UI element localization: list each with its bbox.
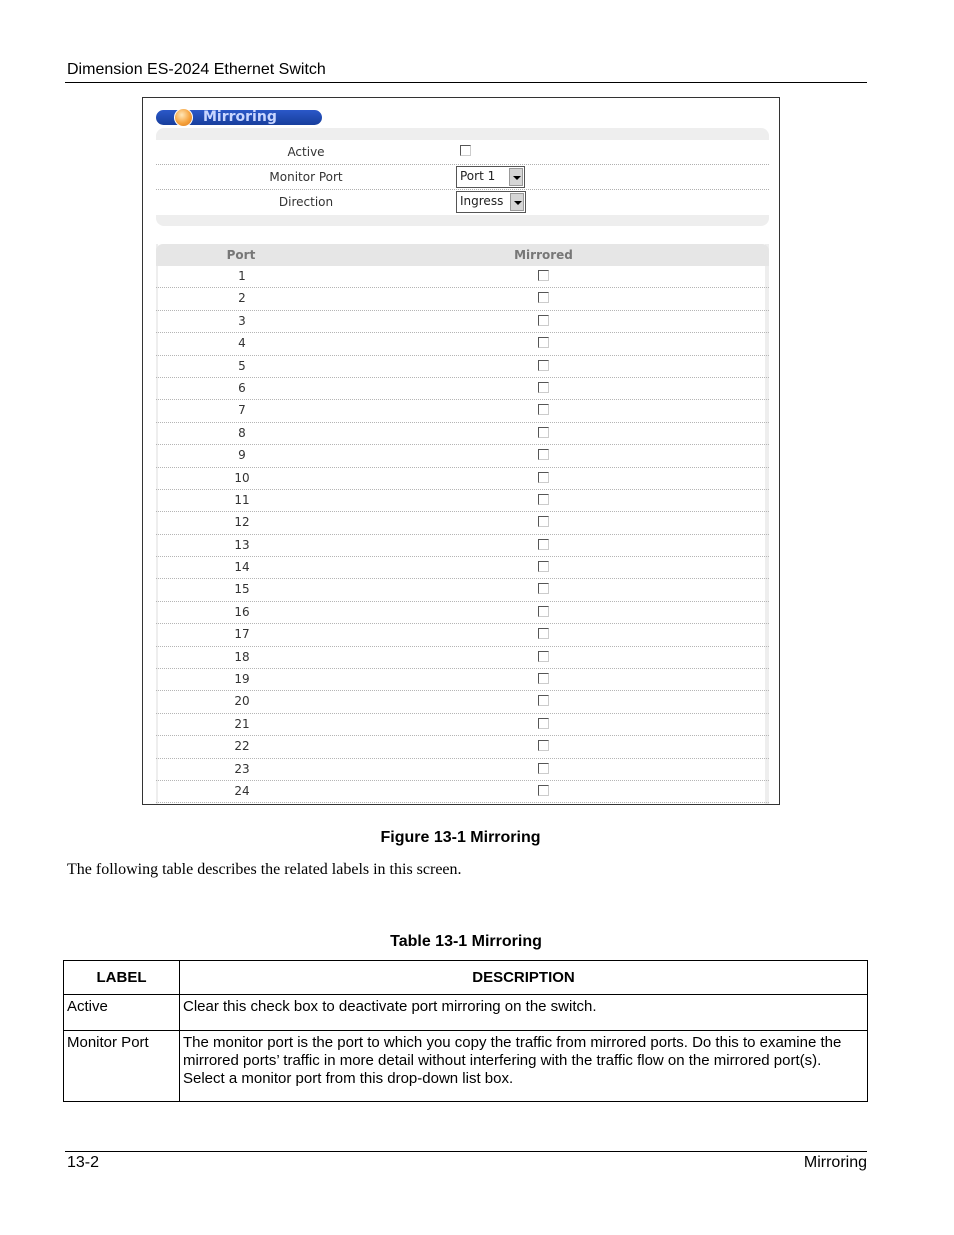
chevron-down-icon[interactable]: [510, 193, 524, 211]
port-number: 10: [234, 470, 250, 485]
mirrored-checkbox[interactable]: [538, 628, 549, 639]
port-number: 13: [234, 537, 250, 552]
figure-caption: Figure 13-1 Mirroring: [380, 829, 541, 846]
mirrored-checkbox[interactable]: [538, 494, 549, 505]
table-row: [156, 288, 769, 310]
table-row: [156, 512, 769, 534]
active-label: Active: [287, 145, 325, 159]
table-row: [156, 378, 769, 400]
screen-title-bar: [156, 110, 322, 125]
table-row: [156, 490, 769, 512]
row-description: Clear this check box to deactivate port mirroring on the switch.: [180, 995, 868, 1031]
direction-row: [156, 190, 769, 215]
chevron-down-icon[interactable]: [509, 168, 523, 186]
port-number: 20: [234, 694, 250, 709]
port-number: 19: [234, 672, 250, 687]
mirrored-checkbox[interactable]: [538, 270, 549, 281]
mirrored-checkbox[interactable]: [538, 449, 549, 460]
body-paragraph: The following table describes the related labels in this screen.: [67, 861, 462, 878]
row-label: Active: [64, 995, 180, 1031]
mirrored-checkbox[interactable]: [538, 785, 549, 796]
port-number: 15: [234, 582, 250, 597]
direction-label: Direction: [278, 195, 334, 209]
port-number: 17: [234, 627, 250, 642]
direction-select[interactable]: [456, 191, 526, 213]
settings-panel: [156, 128, 769, 226]
orange-bullet-icon: [174, 108, 193, 127]
row-description: The monitor port is the port to which you copy the traffic from mirrored ports. Do this to examine the mirrored ports’ traffic in more detail without interfering with the traffic flow on the mirrored port(s). Select a monitor port from this drop-down list box.: [180, 1031, 868, 1102]
port-number: 4: [238, 336, 246, 351]
port-number: 16: [234, 604, 250, 619]
table-row: [156, 759, 769, 781]
direction-value: Ingress: [460, 194, 504, 208]
header-label: LABEL: [64, 961, 180, 995]
table-row: [156, 691, 769, 713]
table-row: [156, 647, 769, 669]
port-number: 8: [238, 425, 246, 440]
table-row: [156, 311, 769, 333]
mirrored-checkbox[interactable]: [538, 292, 549, 303]
port-number: 1: [238, 269, 246, 283]
table-row: [156, 624, 769, 646]
port-number: 6: [238, 380, 246, 395]
mirrored-checkbox[interactable]: [538, 583, 549, 594]
port-number: 12: [234, 515, 250, 530]
port-number: 5: [238, 358, 246, 373]
port-number: 9: [238, 448, 246, 463]
port-number: 3: [238, 313, 246, 328]
monitor-port-select[interactable]: [456, 166, 525, 188]
footer-divider: [65, 1151, 867, 1152]
mirrored-checkbox[interactable]: [538, 404, 549, 415]
mirrored-checkbox[interactable]: [538, 315, 549, 326]
mirrored-checkbox[interactable]: [538, 695, 549, 706]
table-row: [156, 468, 769, 490]
table-caption: Table 13-1 Mirroring: [390, 933, 542, 950]
port-number: 11: [234, 492, 250, 507]
col-header-mirrored: Mirrored: [514, 248, 573, 262]
table-row: [156, 557, 769, 579]
table-row: [156, 423, 769, 445]
port-rows: [156, 266, 769, 803]
port-number: 7: [238, 403, 246, 418]
table-row: [156, 781, 769, 803]
mirrored-checkbox[interactable]: [538, 651, 549, 662]
header-description: DESCRIPTION: [180, 961, 868, 995]
table-row: [156, 669, 769, 691]
monitor-port-value: Port 1: [460, 169, 496, 183]
screen-title: Mirroring: [203, 109, 277, 125]
table-row: [156, 535, 769, 557]
port-number: 24: [234, 783, 250, 798]
mirrored-checkbox[interactable]: [538, 763, 549, 774]
table-row: [156, 736, 769, 758]
monitor-port-label: Monitor Port: [269, 170, 343, 184]
page-number: 13-2: [67, 1154, 100, 1171]
port-number: 18: [234, 649, 250, 664]
mirrored-checkbox[interactable]: [538, 382, 549, 393]
port-number: 2: [238, 291, 246, 306]
table-row: [156, 602, 769, 624]
table-row: [156, 714, 769, 736]
active-row: [156, 140, 769, 165]
mirrored-checkbox[interactable]: [538, 718, 549, 729]
mirroring-screenshot: [142, 97, 780, 805]
mirrored-checkbox[interactable]: [538, 539, 549, 550]
mirrored-checkbox[interactable]: [538, 337, 549, 348]
monitor-port-row: [156, 165, 769, 190]
mirrored-checkbox[interactable]: [538, 516, 549, 527]
mirrored-checkbox[interactable]: [538, 427, 549, 438]
description-table-header: [64, 961, 868, 995]
mirrored-checkbox[interactable]: [538, 561, 549, 572]
port-number: 14: [234, 560, 250, 575]
table-row: [156, 266, 769, 288]
port-number: 22: [234, 739, 250, 754]
mirrored-checkbox[interactable]: [538, 740, 549, 751]
table-row: [156, 445, 769, 467]
active-checkbox[interactable]: [460, 145, 471, 156]
ports-table-header: [156, 244, 769, 266]
row-label: Monitor Port: [64, 1031, 180, 1102]
mirrored-checkbox[interactable]: [538, 360, 549, 371]
mirrored-checkbox[interactable]: [538, 606, 549, 617]
mirrored-checkbox[interactable]: [538, 673, 549, 684]
table-row: [156, 356, 769, 378]
mirrored-checkbox[interactable]: [538, 472, 549, 483]
header-divider: [65, 82, 867, 83]
ports-table: [156, 244, 769, 805]
table-row: [156, 400, 769, 422]
table-row: [64, 995, 868, 1031]
port-number: 21: [234, 716, 250, 731]
description-table: [63, 960, 868, 1102]
footer-section-title: Mirroring: [803, 1154, 867, 1171]
page-header-title: Dimension ES-2024 Ethernet Switch: [67, 61, 326, 78]
table-row: [156, 333, 769, 355]
col-header-port: Port: [226, 248, 256, 262]
table-row: [156, 579, 769, 601]
table-row: [64, 1031, 868, 1102]
port-number: 23: [234, 761, 250, 776]
